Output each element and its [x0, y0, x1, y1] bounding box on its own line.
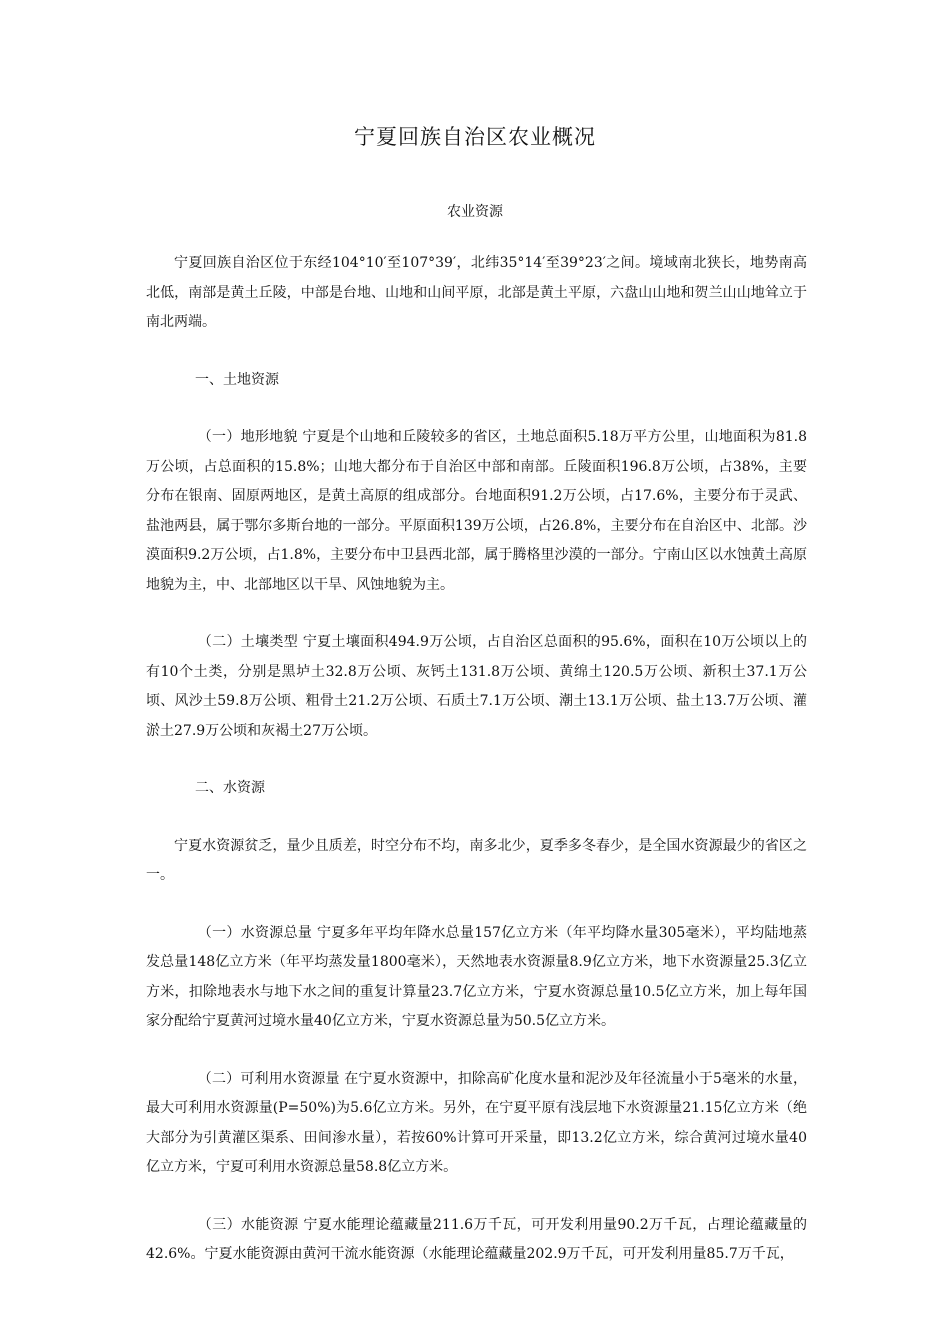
paragraph-hydropower: （三）水能资源 宁夏水能理论蕴藏量211.6万千瓦，可开发利用量90.2万千瓦，占理论蕴藏量的42.6%。宁夏水能资源由黄河干流水能资源（水能理论蕴藏量202.9万千瓦，可开发利用量85.7万千瓦，	[146, 1216, 807, 1262]
paragraph-water-usable: （二）可利用水资源量 在宁夏水资源中，扣除高矿化度水量和泥沙及年径流量小于5毫米的水量，最大可利用水资源量(P=50%)为5.6亿立方米。另外，在宁夏平原有浅层地下水资源量21.15亿立方米（绝大部分为引黄灌区渠系、田间渗水量），若按60%计算可开采量，即13.2亿立方米，综合黄河过境水量40亿立方米，宁夏可利用水资源总量58.8亿立方米。	[146, 1070, 807, 1175]
paragraph-water-total: （一）水资源总量 宁夏多年平均年降水总量157亿立方米（年平均降水量305毫米），平均陆地蒸发总量148亿立方米（年平均蒸发量1800毫米），天然地表水资源量8.9亿立方米，地下水资源量25.3亿立方米，扣除地表水与地下水之间的重复计算量23.7亿立方米，宁夏水资源总量10.5亿立方米，加上每年国家分配给宁夏黄河过境水量40亿立方米，宁夏水资源总量为50.5亿立方米。	[146, 924, 807, 1029]
document-body	[146, 249, 807, 1298]
section-heading-land: 一、土地资源	[195, 371, 279, 388]
section-heading-water: 二、水资源	[195, 780, 265, 796]
document-title: 宁夏回族自治区农业概况	[354, 125, 596, 149]
paragraph-intro: 宁夏回族自治区位于东经104°10′至107°39′，北纬35°14′至39°23′之间。境域南北狭长，地势南高北低，南部是黄土丘陵，中部是台地、山地和山间平原，北部是黄土平原，六盘山山地和贺兰山山地耸立于南北两端。	[146, 255, 807, 330]
paragraph-water-intro: 宁夏水资源贫乏，量少且质差，时空分布不均，南多北少，夏季多冬春少，是全国水资源最少的省区之一。	[146, 837, 807, 883]
paragraph-soil: （二）土壤类型 宁夏土壤面积494.9万公顷，占自治区总面积的95.6%，面积在10万公顷以上的有10个土类，分别是黑垆土32.8万公顷、灰钙土131.8万公顷、黄绵土120.5万公顷、新积土37.1万公顷、风沙土59.8万公顷、粗骨土21.2万公顷、石质土7.1万公顷、潮土13.1万公顷、盐土13.7万公顷、灌淤土27.9万公顷和灰褐土27万公顷。	[146, 634, 807, 739]
document-subtitle: 农业资源	[447, 204, 503, 220]
paragraph-terrain: （一）地形地貌 宁夏是个山地和丘陵较多的省区，土地总面积5.18万平方公里，山地面积为81.8万公顷，占总面积的15.8%；山地大都分布于自治区中部和南部。丘陵面积196.8万公顷，占38%，主要分布在银南、固原两地区，是黄土高原的组成部分。台地面积91.2万公顷，占17.6%，主要分布于灵武、盐池两县，属于鄂尔多斯台地的一部分。平原面积139万公顷，占26.8%，主要分布在自治区中、北部。沙漠面积9.2万公顷，占1.8%，主要分布中卫县西北部，属于腾格里沙漠的一部分。宁南山区以水蚀黄土高原地貌为主，中、北部地区以干旱、风蚀地貌为主。	[146, 429, 807, 593]
